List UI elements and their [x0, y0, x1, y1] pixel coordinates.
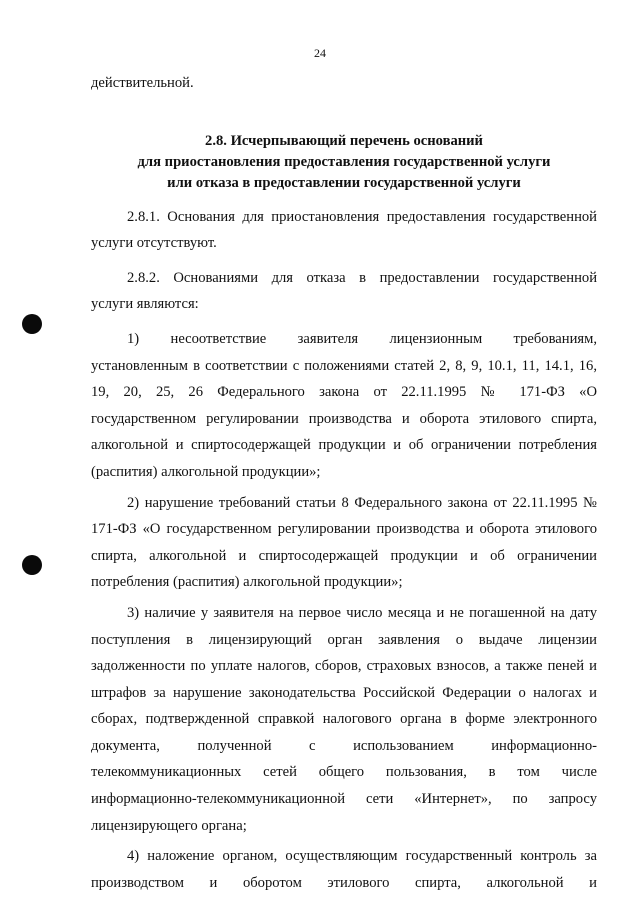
heading-line-3: или отказа в предоставлении государственной услуги	[167, 174, 521, 191]
paragraph-line: 2) нарушение требований статьи 8 Федерального закона от 22.11.1995 №	[127, 494, 597, 511]
intro-line: действительной.	[91, 75, 194, 91]
paragraph-2-8-2	[91, 265, 597, 318]
paragraph-line: (распития) алкогольной продукции»;	[91, 463, 321, 480]
paragraph-line: государственном регулировании производства и оборота этилового спирта,	[91, 410, 597, 427]
heading-line-2: для приостановления предоставления государственной услуги	[137, 153, 551, 170]
document-body	[91, 70, 597, 896]
paragraph-line: задолженности по уплате налогов, сборов, страховых взносов, а также пеней и	[91, 658, 597, 675]
paragraph-line: 1) несоответствие заявителя лицензионным требованиям,	[127, 330, 597, 347]
paragraph-2-8-1	[91, 204, 597, 257]
section-heading	[91, 131, 597, 194]
paragraph-line: 3) наличие у заявителя на первое число месяца и не погашенной на дату	[127, 604, 597, 621]
paragraph-line: производством и оборотом этилового спирта, алкогольной и	[91, 874, 597, 891]
heading-line-1: 2.8. Исчерпывающий перечень оснований	[205, 132, 483, 149]
paragraph-line: спирта, алкогольной и спиртосодержащей продукции и об ограничении	[91, 547, 597, 564]
paragraph-line: услуги являются:	[91, 296, 199, 313]
paragraph-line: лицензирующего органа;	[91, 817, 247, 834]
list-item-3	[91, 600, 597, 839]
paragraph-line: информационно-телекоммуникационной сети «Интернет», по запросу	[91, 791, 597, 808]
paragraph-line: 171-ФЗ «О государственном регулировании производства и оборота этилового	[91, 521, 597, 538]
paragraph-line: услуги отсутствуют.	[91, 235, 217, 252]
paragraph-line: поступления в лицензирующий орган заявления о выдаче лицензии	[91, 631, 597, 648]
paragraph-line: 2.8.1. Основания для приостановления предоставления государственной	[127, 208, 597, 225]
paragraph-line: документа, полученной с использованием информационно-	[91, 737, 597, 754]
paragraph-line: установленным в соответствии с положениями статей 2, 8, 9, 10.1, 11, 14.1, 16,	[91, 357, 597, 374]
paragraph-line: телекоммуникационных сетей общего пользования, в том числе	[91, 764, 597, 781]
paragraph-line: 4) наложение органом, осуществляющим государственный контроль за	[127, 848, 597, 865]
list-item-2	[91, 490, 597, 596]
paragraph-line: сборах, подтвержденной справкой налогового органа в форме электронного	[91, 711, 597, 728]
punch-hole-bottom	[22, 555, 42, 575]
list-item-1	[91, 326, 597, 486]
paragraph-line: потребления (распития) алкогольной продукции»;	[91, 574, 403, 591]
paragraph-line: алкогольной и спиртосодержащей продукции и об ограничении потребления	[91, 437, 597, 454]
paragraph-line: штрафов за нарушение законодательства Российской Федерации о налогах и	[91, 684, 597, 701]
page-number: 24	[314, 46, 326, 60]
paragraph-line: 19, 20, 25, 26 Федерального закона от 22.11.1995 № 171-ФЗ «О	[91, 384, 597, 401]
punch-hole-top	[22, 314, 42, 334]
paragraph-line: 2.8.2. Основаниями для отказа в предоставлении государственной	[127, 269, 597, 286]
list-item-4	[91, 843, 597, 896]
